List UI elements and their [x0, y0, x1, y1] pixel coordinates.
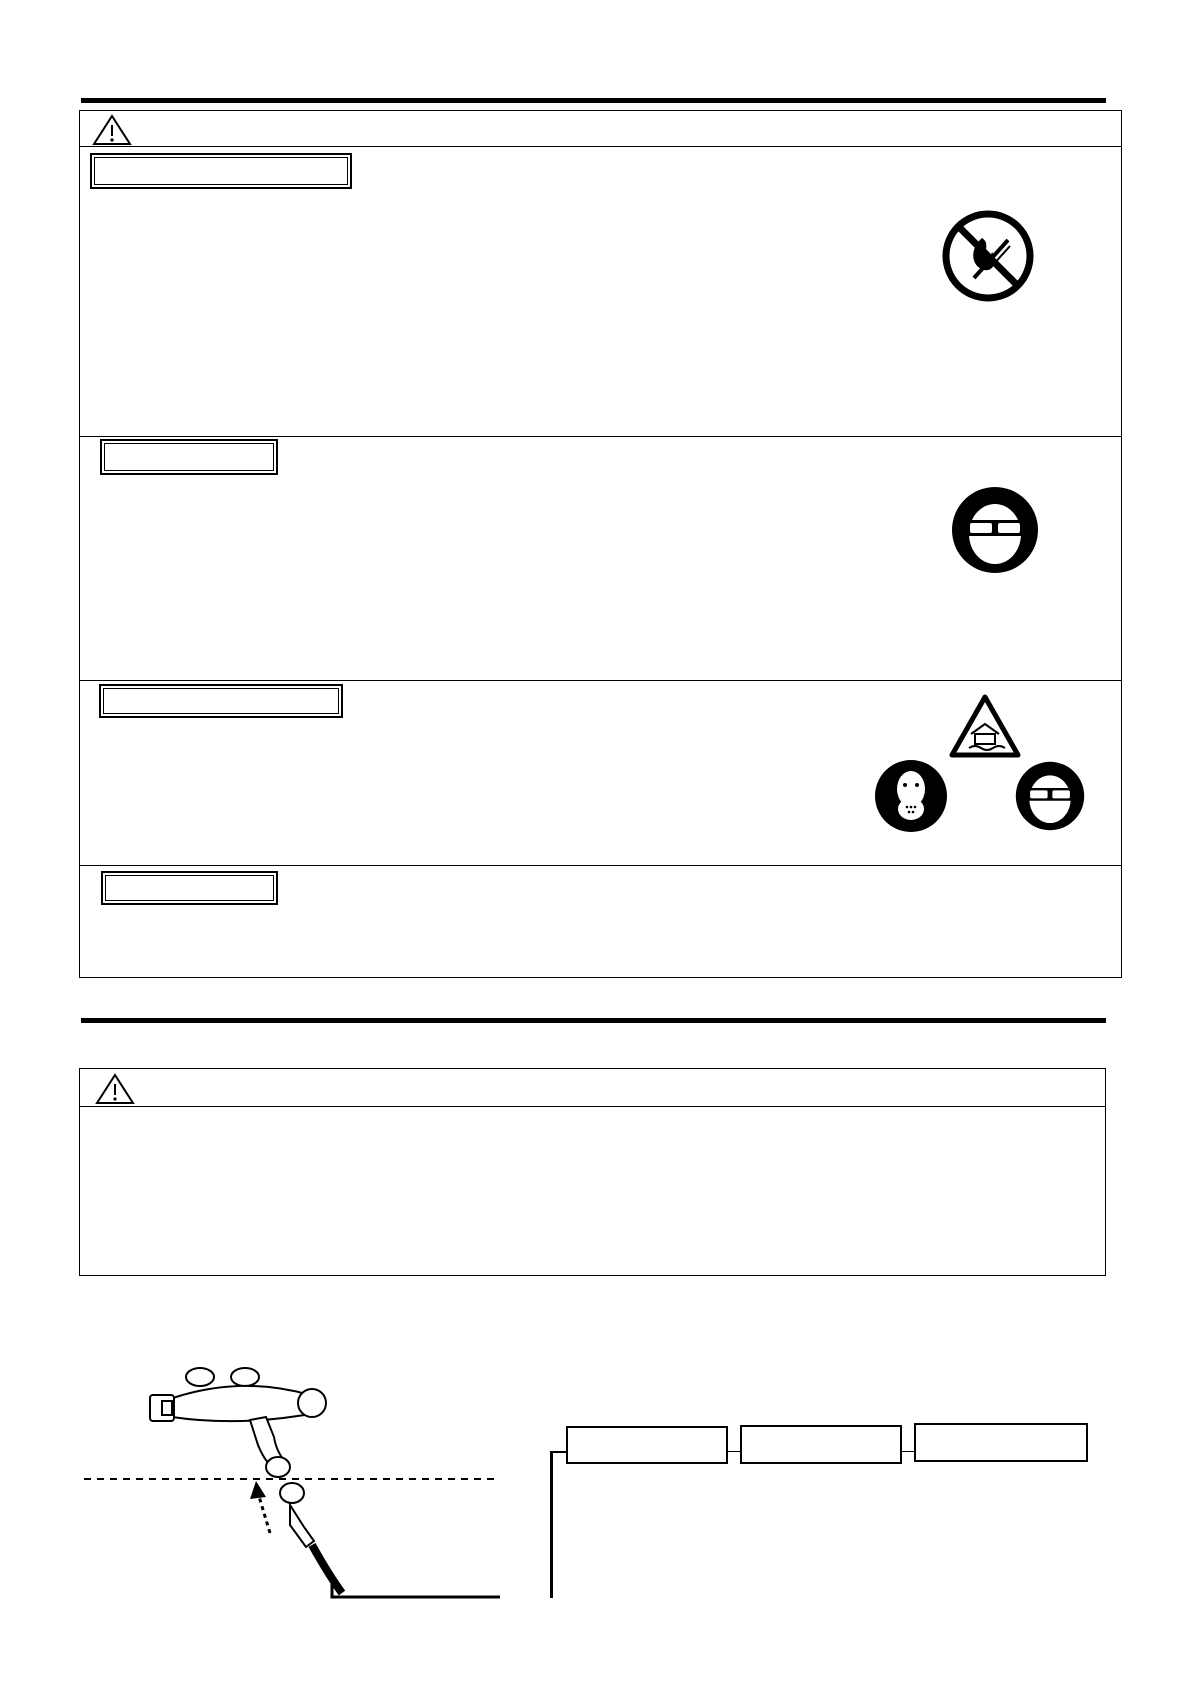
warning-box-1-header-divider [80, 146, 1121, 147]
respirator-icon [874, 759, 948, 833]
warning-box-2 [79, 1068, 1106, 1276]
eye-protection-icon [1015, 761, 1085, 831]
spray-gun-hose-connection-illustration [80, 1365, 500, 1601]
warning-triangle-icon [92, 114, 132, 146]
toxic-hazard-icon [949, 694, 1021, 758]
warning-triangle-icon [95, 1073, 135, 1105]
flow-step-2-box [740, 1425, 902, 1464]
category-2-label-box [100, 439, 278, 475]
category-4-label-box [101, 871, 278, 905]
eye-protection-icon [951, 486, 1039, 574]
warning-box-1 [79, 110, 1122, 978]
category-2-divider [80, 680, 1121, 681]
flow-step-1-box [566, 1426, 728, 1464]
flow-connector-vertical [550, 1451, 553, 1598]
section-1-rule [81, 98, 1106, 103]
category-1-label-box [90, 153, 352, 189]
category-1-divider [80, 436, 1121, 437]
flow-link-2 [902, 1451, 914, 1452]
category-3-label-box [99, 684, 343, 718]
category-3-divider [80, 865, 1121, 866]
flow-step-3-box [914, 1423, 1088, 1462]
no-open-flame-icon [940, 208, 1036, 304]
warning-box-2-header-divider [80, 1106, 1105, 1107]
flow-connector-horizontal [550, 1451, 566, 1453]
section-2-rule [81, 1018, 1106, 1023]
flow-link-1 [728, 1451, 740, 1452]
